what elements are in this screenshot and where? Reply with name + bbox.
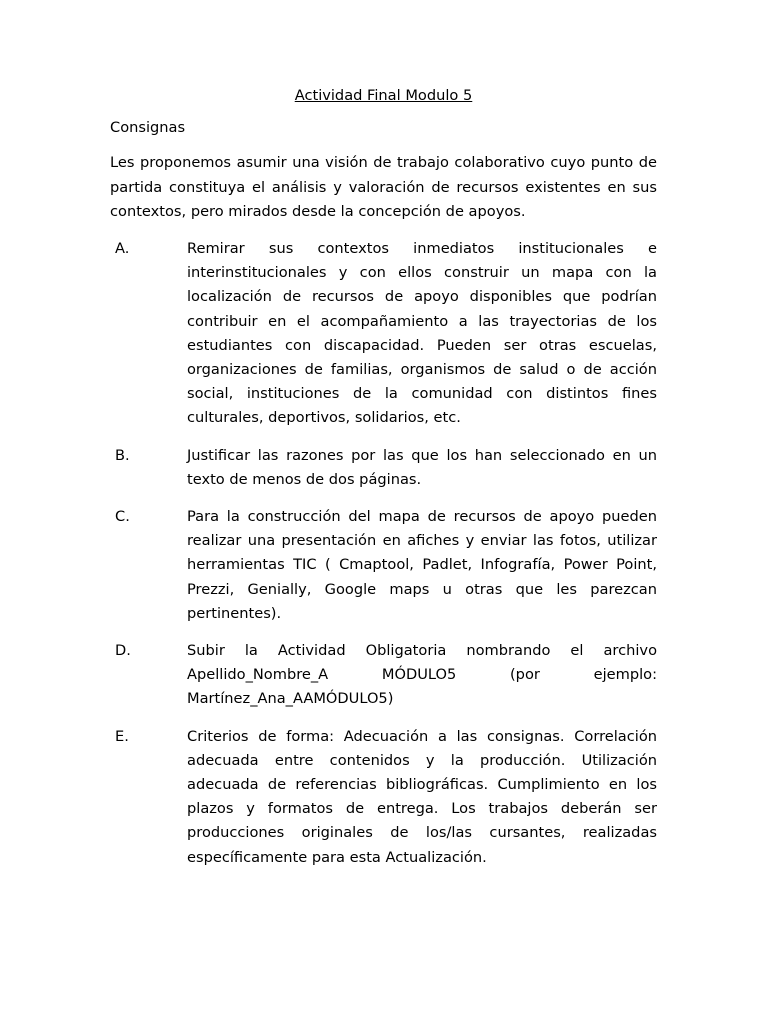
list-item (110, 237, 657, 431)
list-marker: D. (115, 642, 131, 660)
section-heading: Consignas (110, 119, 186, 137)
list-marker: B. (115, 446, 130, 464)
instructions-list (110, 237, 657, 870)
list-marker: C. (115, 508, 130, 526)
document-page (110, 84, 657, 883)
list-item (110, 725, 657, 870)
list-marker: E. (115, 727, 129, 745)
list-item-text: Justificar las razones por las que los han seleccionado en un texto de menos de dos páginas. (187, 446, 657, 488)
list-item (110, 639, 657, 712)
list-item-text: Subir la Actividad Obligatoria nombrando el archivo Apellido_Nombre_A MÓDULO5 (por ejemplo: Martínez_Ana_AAMÓDULO5) (187, 642, 657, 708)
list-item (110, 505, 657, 626)
list-item-text: Criterios de forma: Adecuación a las consignas. Correlación adecuada entre contenidos y la producción. Utilización adecuada de referencias bibliográficas. Cumplimiento en los plazos y formatos de entrega. Los trabajos deberán ser producciones originales de los/las cursantes, realizadas específicamente para esta Actualización. (187, 727, 657, 866)
list-marker: A. (115, 240, 130, 258)
list-item (110, 444, 657, 492)
document-title: Actividad Final Modulo 5 (294, 87, 473, 104)
intro-paragraph: Les proponemos asumir una visión de trabajo colaborativo cuyo punto de partida constituya el análisis y valoración de recursos existentes en sus contextos, pero mirados desde la concepción de apoyos. (110, 154, 657, 220)
list-item-text: Remirar sus contextos inmediatos institucionales e interinstitucionales y con ellos construir un mapa con la localización de recursos de apoyo disponibles que podrían contribuir en el acompañamiento a las trayectorias de los estudiantes con discapacidad. Pueden ser otras escuelas, organizaciones de familias, organismos de salud o de acción social, instituciones de la comunidad con distintos fines culturales, deportivos, solidarios, etc. (187, 240, 657, 427)
list-item-text: Para la construcción del mapa de recursos de apoyo pueden realizar una presentación en afiches y enviar las fotos, utilizar herramientas TIC ( Cmaptool, Padlet, Infografía, Power Point, Prezzi, Genially, Google maps u otras que les parezcan pertinentes). (187, 508, 657, 622)
